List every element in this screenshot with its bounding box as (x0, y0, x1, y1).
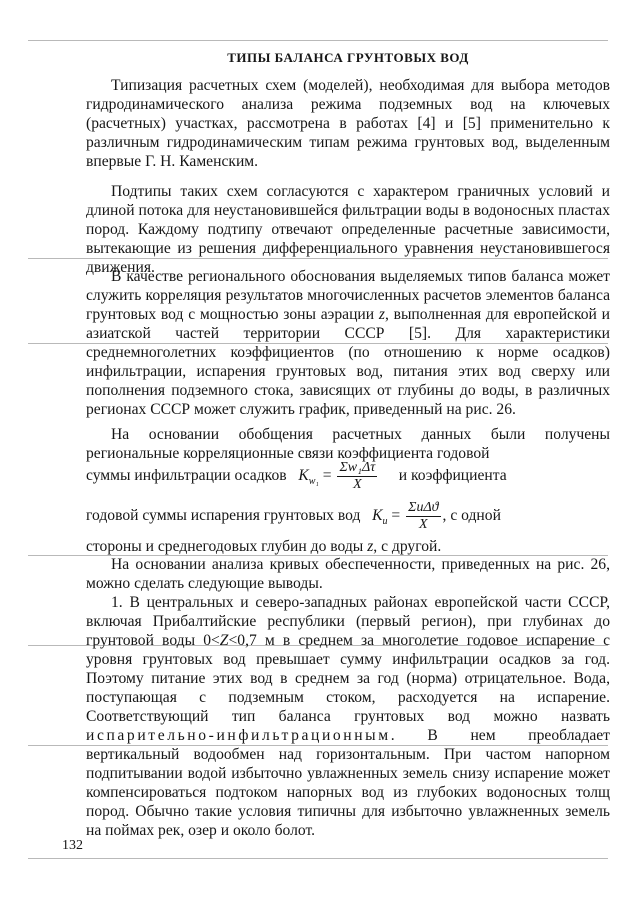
paragraph-3-text-b: , выполненная для европейской и азиатской частей территории СССР [5]. Для характеристики среднемноголетних коэффициентов (по отношению к норме осадков) инфильтрации, испарения грунтовых вод, питания этих вод сверху или пополнения подземного стока, зависящих от глубины до воды, в различных регионах СССР может служить график, приведенный на рис. 26. (86, 306, 610, 418)
paragraph-3 (86, 267, 610, 419)
formula-infiltration-line: суммы инфильтрации осадков $K_{w_1}$ = $\frac{\text{Σw₁Δτ}}{X}$ и коэффициента (86, 460, 507, 492)
paragraph-6-text-b: <0,7 м в среднем за многолетие годовое испарение с уровня грунтовых вод превышает сумму инфильтрации осадков за год. Поэтому питание этих вод в среднем за год (норма) отрицательное. Вода, поступающая с подземным стоком, расходуется на испарение. Соответствующий тип баланса грунтовых вод можно назвать (86, 632, 610, 725)
paragraph-2: Подтипы таких схем согласуются с характером граничных условий и длиной потока для неустановившейся фильтрации воды в водоносных пластах пород. Каждому подтипу отвечают определенные расчетные зависимости, вытекающие из решения дифференциального уравнения неустановившегося движения. (86, 183, 610, 276)
variable-Z: Z (219, 632, 229, 649)
paragraph-4-start: На основании обобщения расчетных данных были получены региональные корреляционные связи коэффициента годовой (86, 426, 610, 462)
spaced-term: испарительно-инфильтрационным (86, 727, 391, 744)
formula-1-prefix: суммы инфильтрации осадков (86, 467, 287, 485)
paragraph-5: На основании анализа кривых обеспеченности, приведенных на рис. 26, можно сделать следующие выводы. (86, 556, 610, 592)
formula-1-fraction: $\frac{\text{Σw₁Δτ}}{X}$ (339, 460, 376, 492)
formula-2-suffix: , с одной (442, 507, 501, 525)
formula-2-prefix: годовой суммы испарения грунтовых вод (86, 507, 361, 525)
paragraph-6-text-c: . В нем преобладает вертикальный водообмен над горизонтальным. При частом напорном подпитывании водой избыточно увлажненных земель снизу испарение может компенсироваться подтоком напорных вод из глубоких водоносных толщ пород. Обычно такие условия типичны для избыточно увлажненных земель на поймах рек, озер и около болот. (86, 727, 610, 839)
variable-z: z (378, 306, 385, 323)
formula-evaporation-line: годовой суммы испарения грунтовых вод $K_u$ = $\frac{\text{ΣuΔϑ}}{X}$ , с одной (86, 500, 501, 532)
formula-2-fraction: $\frac{\text{ΣuΔϑ}}{X}$ (408, 500, 439, 532)
paragraph-3-text-a: В качестве регионального обоснования выделяемых типов баланса может служить корреляция результатов многочисленных расчетов элементов баланса грунтовых вод с мощностью зоны аэрации (86, 268, 610, 323)
rule-line (28, 858, 608, 859)
paragraph-6 (86, 593, 610, 840)
paragraph-1: Типизация расчетных схем (моделей), необходимая для выбора методов гидродинамического анализа режима подземных вод на ключевых (расчетных) участках, рассмотрена в работах [4] и [5] применительно к различным гидродинамическим типам режима грунтовых вод, выделенным впервые Г. Н. Каменским. (86, 77, 610, 170)
rule-line (28, 40, 608, 41)
formula-1-lhs: $K_{w_1}$ (298, 467, 319, 488)
page-title: ТИПЫ БАЛАНСА ГРУНТОВЫХ ВОД (227, 50, 469, 65)
paragraph-4-end-tail: , с другой. (373, 538, 442, 555)
paragraph-6-text-a: 1. В центральных и северо-западных районах европейской части СССР, включая Прибалтийские республики (первый регион), при глубинах до грунтовой воды 0< (86, 594, 610, 649)
page-number: 132 (62, 838, 83, 853)
paragraph-4-end-text: стороны и среднегодовых глубин до воды (86, 538, 368, 555)
formula-2-lhs: $K_u$ (372, 507, 388, 528)
paragraph-4-end (86, 537, 610, 556)
variable-z: z (367, 538, 374, 555)
formula-1-suffix: и коэффициента (398, 467, 507, 485)
